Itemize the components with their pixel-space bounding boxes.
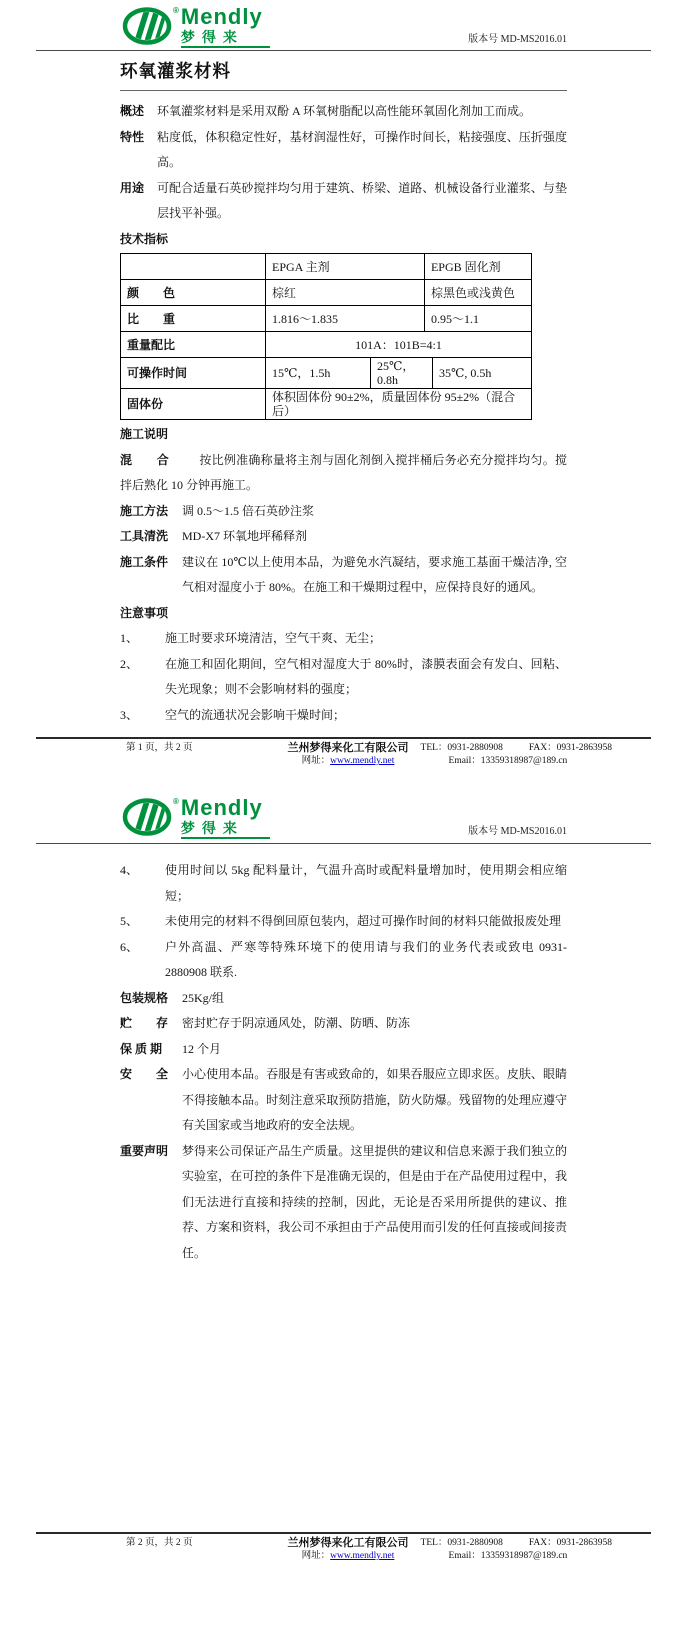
page-number: 第 2 页，共 2 页 [126, 1538, 193, 1548]
note-number: 1、 [120, 631, 139, 645]
gravity-a-value: 1.816～1.835 [266, 306, 425, 332]
company-logo [122, 6, 270, 48]
mixing-text: 按比例准确称量将主剂与固化剂倒入搅拌桶后务必充分搅拌均匀。搅拌后熟化 10 分钟再施工。 [120, 452, 567, 492]
note-item [120, 626, 567, 652]
notes-heading: 注意事项 [120, 605, 169, 620]
table-row [121, 254, 532, 280]
table-row [121, 332, 532, 358]
color-label: 颜 色 [121, 280, 266, 306]
note-number: 6、 [120, 939, 139, 954]
mixing-paragraph [120, 448, 567, 499]
overview-text: 环氧灌浆材料是采用双酚 A 环氧树脂配以高性能环氧固化剂加工而成。 [157, 104, 532, 118]
note-number: 5、 [120, 914, 139, 928]
version-label: 版本号 MD-MS2016.01 [468, 826, 567, 837]
note-item [120, 703, 567, 729]
mendly-logo-icon [122, 6, 172, 46]
usage-text: 可配合适量石英砂搅拌均匀用于建筑、桥梁、道路、机械设备行业灌浆、与垫层找平补强。 [157, 180, 567, 220]
storage-row [120, 1011, 567, 1037]
website-label: 网址： [301, 756, 331, 766]
company-name: 兰州梦得来化工有限公司 [287, 1537, 409, 1549]
note-item [120, 935, 567, 986]
mendly-logo-icon [122, 797, 172, 837]
shelf-life-label: 保 质 期 [120, 1041, 163, 1056]
storage-label: 贮 存 [120, 1016, 169, 1030]
header-rule [36, 50, 651, 51]
table-row [121, 358, 532, 389]
note-text: 施工时要求环境清洁，空气干爽、无尘； [165, 631, 382, 645]
tel-number: TEL：0931-2880908 [420, 743, 503, 753]
safety-label: 安 全 [120, 1067, 169, 1081]
website-link[interactable]: www.mendly.net [330, 756, 395, 766]
conditions-text: 建议在 10℃以上使用本品，为避免水汽凝结，要求施工基面干燥洁净, 空气相对湿度小于 80%。在施工和干燥期过程中，应保持良好的通风。 [182, 554, 567, 594]
fax-number: FAX：0931-2863958 [528, 1538, 613, 1548]
brand-name: Mendly [180, 4, 263, 29]
ratio-value: 101A：101B=4:1 [266, 332, 532, 358]
solids-value: 体积固体份 90±2%，质量固体份 95±2%（混合后） [266, 389, 532, 420]
website-label: 网址： [301, 1551, 331, 1561]
website-link[interactable]: www.mendly.net [330, 1551, 395, 1561]
statement-label: 重要声明 [120, 1143, 169, 1158]
statement-row [120, 1139, 567, 1267]
version-label: 版本号 MD-MS2016.01 [468, 34, 567, 45]
worktime-label: 可操作时间 [121, 358, 266, 389]
note-text: 使用时间以 5kg 配料量计，气温升高时或配料量增加时，使用期会相应缩短； [165, 863, 567, 903]
usage-label: 用途 [120, 180, 145, 195]
header-rule [36, 843, 651, 844]
spec-table [120, 253, 532, 420]
construction-heading: 施工说明 [120, 427, 169, 441]
cleaning-text: MD-X7 环氧地坪稀释剂 [182, 529, 307, 543]
page-number: 第 1 页，共 2 页 [126, 743, 193, 753]
gravity-label: 比 重 [121, 306, 266, 332]
note-number: 3、 [120, 707, 139, 722]
features-row [120, 125, 567, 176]
brand-name-chinese: 梦得来 [181, 821, 270, 839]
note-item [120, 652, 567, 703]
email-address: Email：13359318987@189.cn [448, 756, 568, 766]
note-item [120, 858, 567, 909]
spec-col-b-header: EPGB 固化剂 [424, 254, 531, 280]
gravity-b-value: 0.95～1.1 [424, 306, 531, 332]
packing-label: 包装规格 [120, 990, 169, 1005]
color-a-value: 棕红 [266, 280, 425, 306]
worktime-25c: 25℃，0.8h [371, 358, 433, 389]
ratio-label: 重量配比 [121, 332, 266, 358]
cleaning-row [120, 524, 567, 550]
note-text: 在施工和固化期间，空气相对湿度大于 80%时，漆膜表面会有发白、回粘、失光现象；则不会影响材料的强度； [165, 656, 567, 696]
storage-text: 密封贮存于阴凉通风处，防潮、防晒、防冻 [182, 1016, 411, 1030]
worktime-15c: 15℃，1.5h [266, 358, 371, 389]
registered-mark: ® [173, 797, 179, 806]
overview-label: 概述 [120, 104, 145, 118]
page1-body [120, 99, 567, 728]
registered-mark: ® [173, 6, 179, 15]
overview-row [120, 99, 567, 125]
statement-text: 梦得来公司保证产品生产质量。这里提供的建议和信息来源于我们独立的实验室，在可控的条件下是准确无误的，但是由于在产品使用过程中，我们无法进行直接和持续的控制，因此，无论是否采用所提供的建议、推荐、方案和资料，我公司不承担由于产品使用而引发的任何直接或间接责任。 [182, 1143, 567, 1260]
safety-row [120, 1062, 567, 1139]
email-address: Email：13359318987@189.cn [448, 1551, 568, 1561]
page1-footer [36, 737, 651, 768]
method-text: 调 0.5～1.5 倍石英砂注浆 [182, 503, 315, 518]
spec-heading: 技术指标 [120, 231, 169, 246]
note-number: 2、 [120, 656, 139, 671]
table-row [121, 389, 532, 420]
packing-row [120, 986, 567, 1012]
fax-number: FAX：0931-2863958 [528, 743, 613, 753]
safety-text: 小心使用本品。吞服是有害或致命的，如果吞服应立即求医。皮肤、眼睛不得接触本品。时刻注意采取预防措施，防火防爆。残留物的处理应遵守有关国家或当地政府的安全法规。 [182, 1067, 567, 1132]
website-line [288, 1550, 409, 1563]
conditions-label: 施工条件 [120, 554, 169, 569]
brand-name: Mendly [180, 795, 263, 820]
table-row [121, 280, 532, 306]
tel-number: TEL：0931-2880908 [420, 1538, 503, 1548]
conditions-row [120, 550, 567, 601]
solids-label: 固体份 [121, 389, 266, 420]
shelf-life-text: 12 个月 [182, 1041, 222, 1056]
worktime-35c: 35℃, 0.5h [433, 358, 532, 389]
note-item [120, 909, 567, 935]
page2-body [120, 858, 567, 1266]
page2-footer [36, 1532, 651, 1563]
company-name: 兰州梦得来化工有限公司 [287, 742, 409, 754]
note-text: 空气的流通状况会影响干燥时间； [165, 707, 346, 722]
note-number: 4、 [120, 863, 139, 877]
features-label: 特性 [120, 129, 145, 144]
note-text: 未使用完的材料不得倒回原包装内，超过可操作时间的材料只能做报废处理 [165, 914, 562, 928]
mixing-label: 混 合 [120, 452, 170, 467]
website-line [288, 755, 409, 768]
company-logo [122, 797, 270, 839]
brand-name-chinese: 梦得来 [181, 30, 270, 48]
color-b-value: 棕黑色或浅黄色 [424, 280, 531, 306]
packing-text: 25Kg/组 [182, 990, 225, 1005]
cleaning-label: 工具清洗 [120, 529, 169, 543]
spec-col-a-header: EPGA 主剂 [266, 254, 425, 280]
page-title: 环氧灌浆材料 [120, 58, 567, 91]
method-row [120, 499, 567, 525]
note-text: 户外高温、严寒等特殊环境下的使用请与我们的业务代表或致电 0931-2880908 联系. [165, 939, 567, 979]
usage-row [120, 176, 567, 227]
table-row [121, 306, 532, 332]
features-text: 粘度低，体积稳定性好，基材润湿性好，可操作时间长，粘接强度、压折强度高。 [157, 129, 567, 169]
method-label: 施工方法 [120, 503, 169, 518]
shelf-life-row [120, 1037, 567, 1063]
